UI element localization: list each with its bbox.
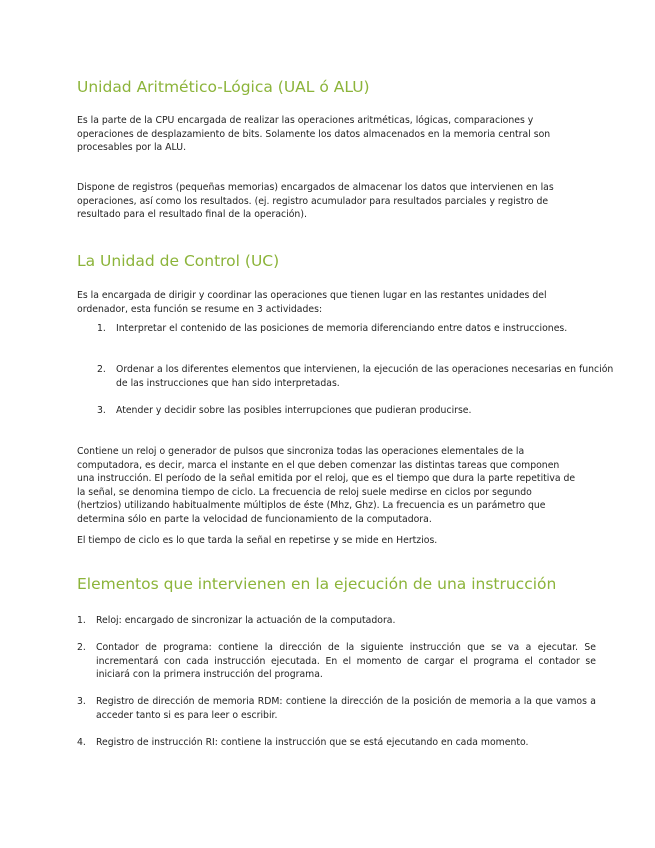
list-item [77, 404, 616, 418]
list-item [77, 322, 616, 336]
list-item-number: 2. [77, 642, 86, 653]
list-item-text: Interpretar el contenido de las posiciones de memoria diferenciando entre datos e instrucciones. [116, 323, 568, 334]
paragraph-alu-definition: Es la parte de la CPU encargada de realizar las operaciones aritméticas, lógicas, comparaciones y operaciones de desplazamiento de bits. Solamente los datos almacenados en la memoria central son procesables por la ALU. [77, 115, 551, 154]
list-item-text: Ordenar a los diferentes elementos que intervienen, la ejecución de las operaciones necesarias en función de las instrucciones que han sido interpretadas. [116, 364, 614, 389]
list-item-number: 1. [77, 615, 86, 626]
list-item [77, 363, 616, 390]
paragraph-uc-intro: Es la encargada de dirigir y coordinar las operaciones que tienen lugar en las restantes unidades del ordenador, esta función se resume en 3 actividades: [77, 290, 547, 315]
list-item-number: 3. [97, 405, 106, 416]
list-item-text: Atender y decidir sobre las posibles interrupciones que pudieran producirse. [116, 405, 472, 416]
section-heading-alu: Unidad Aritmético-Lógica (UAL ó ALU) [77, 78, 370, 96]
paragraph-uc-clock: Contiene un reloj o generador de pulsos que sincroniza todas las operaciones elementales de la computadora, es decir, marca el instante en el que deben comenzar las distintas tareas que componen una instrucción. El período de la señal emitida por el reloj, que es el tiempo que dura la parte repetitiva de la señal, se denomina tiempo de ciclo. La frecuencia de reloj suele medirse en ciclos por segundo (hertzios) utilizando habitualmente múltiplos de éste (Mhz, Ghz). La frecuencia es un parámetro que determina sólo en parte la velocidad de funcionamiento de la computadora. [77, 446, 576, 525]
list-item-text: Reloj: encargado de sincronizar la actuación de la computadora. [96, 615, 396, 626]
paragraph-alu-registers: Dispone de registros (pequeñas memorias) encargados de almacenar los datos que intervienen en las operaciones, así como los resultados. (ej. registro acumulador para resultados parciales y registro de resultado para el resultado final de la operación). [77, 182, 554, 221]
section-heading-elements: Elementos que intervienen en la ejecución de una instrucción [77, 575, 557, 593]
paragraph-uc-cycle-time: El tiempo de ciclo es lo que tarda la señal en repetirse y se mide en Hertzios. [77, 535, 438, 546]
section-heading-control-unit: La Unidad de Control (UC) [77, 252, 280, 270]
list-item-text: Contador de programa: contiene la dirección de la siguiente instrucción que se va a ejecutar. Se incrementará con cada instrucción ejecutada. En el momento de cargar el programa el contador se iniciará con la primera instrucción del programa. [96, 642, 596, 681]
list-item [77, 641, 596, 682]
list-item-number: 3. [77, 696, 86, 707]
list-item-text: Registro de dirección de memoria RDM: contiene la dirección de la posición de memoria a la que vamos a acceder tanto si es para leer o escribir. [96, 696, 596, 721]
list-item-number: 4. [77, 737, 86, 748]
list-item [77, 736, 596, 750]
list-item [77, 695, 596, 722]
list-item-number: 1. [97, 323, 106, 334]
list-item [77, 614, 596, 628]
list-item-number: 2. [97, 364, 106, 375]
list-item-text: Registro de instrucción RI: contiene la instrucción que se está ejecutando en cada momento. [96, 737, 529, 748]
